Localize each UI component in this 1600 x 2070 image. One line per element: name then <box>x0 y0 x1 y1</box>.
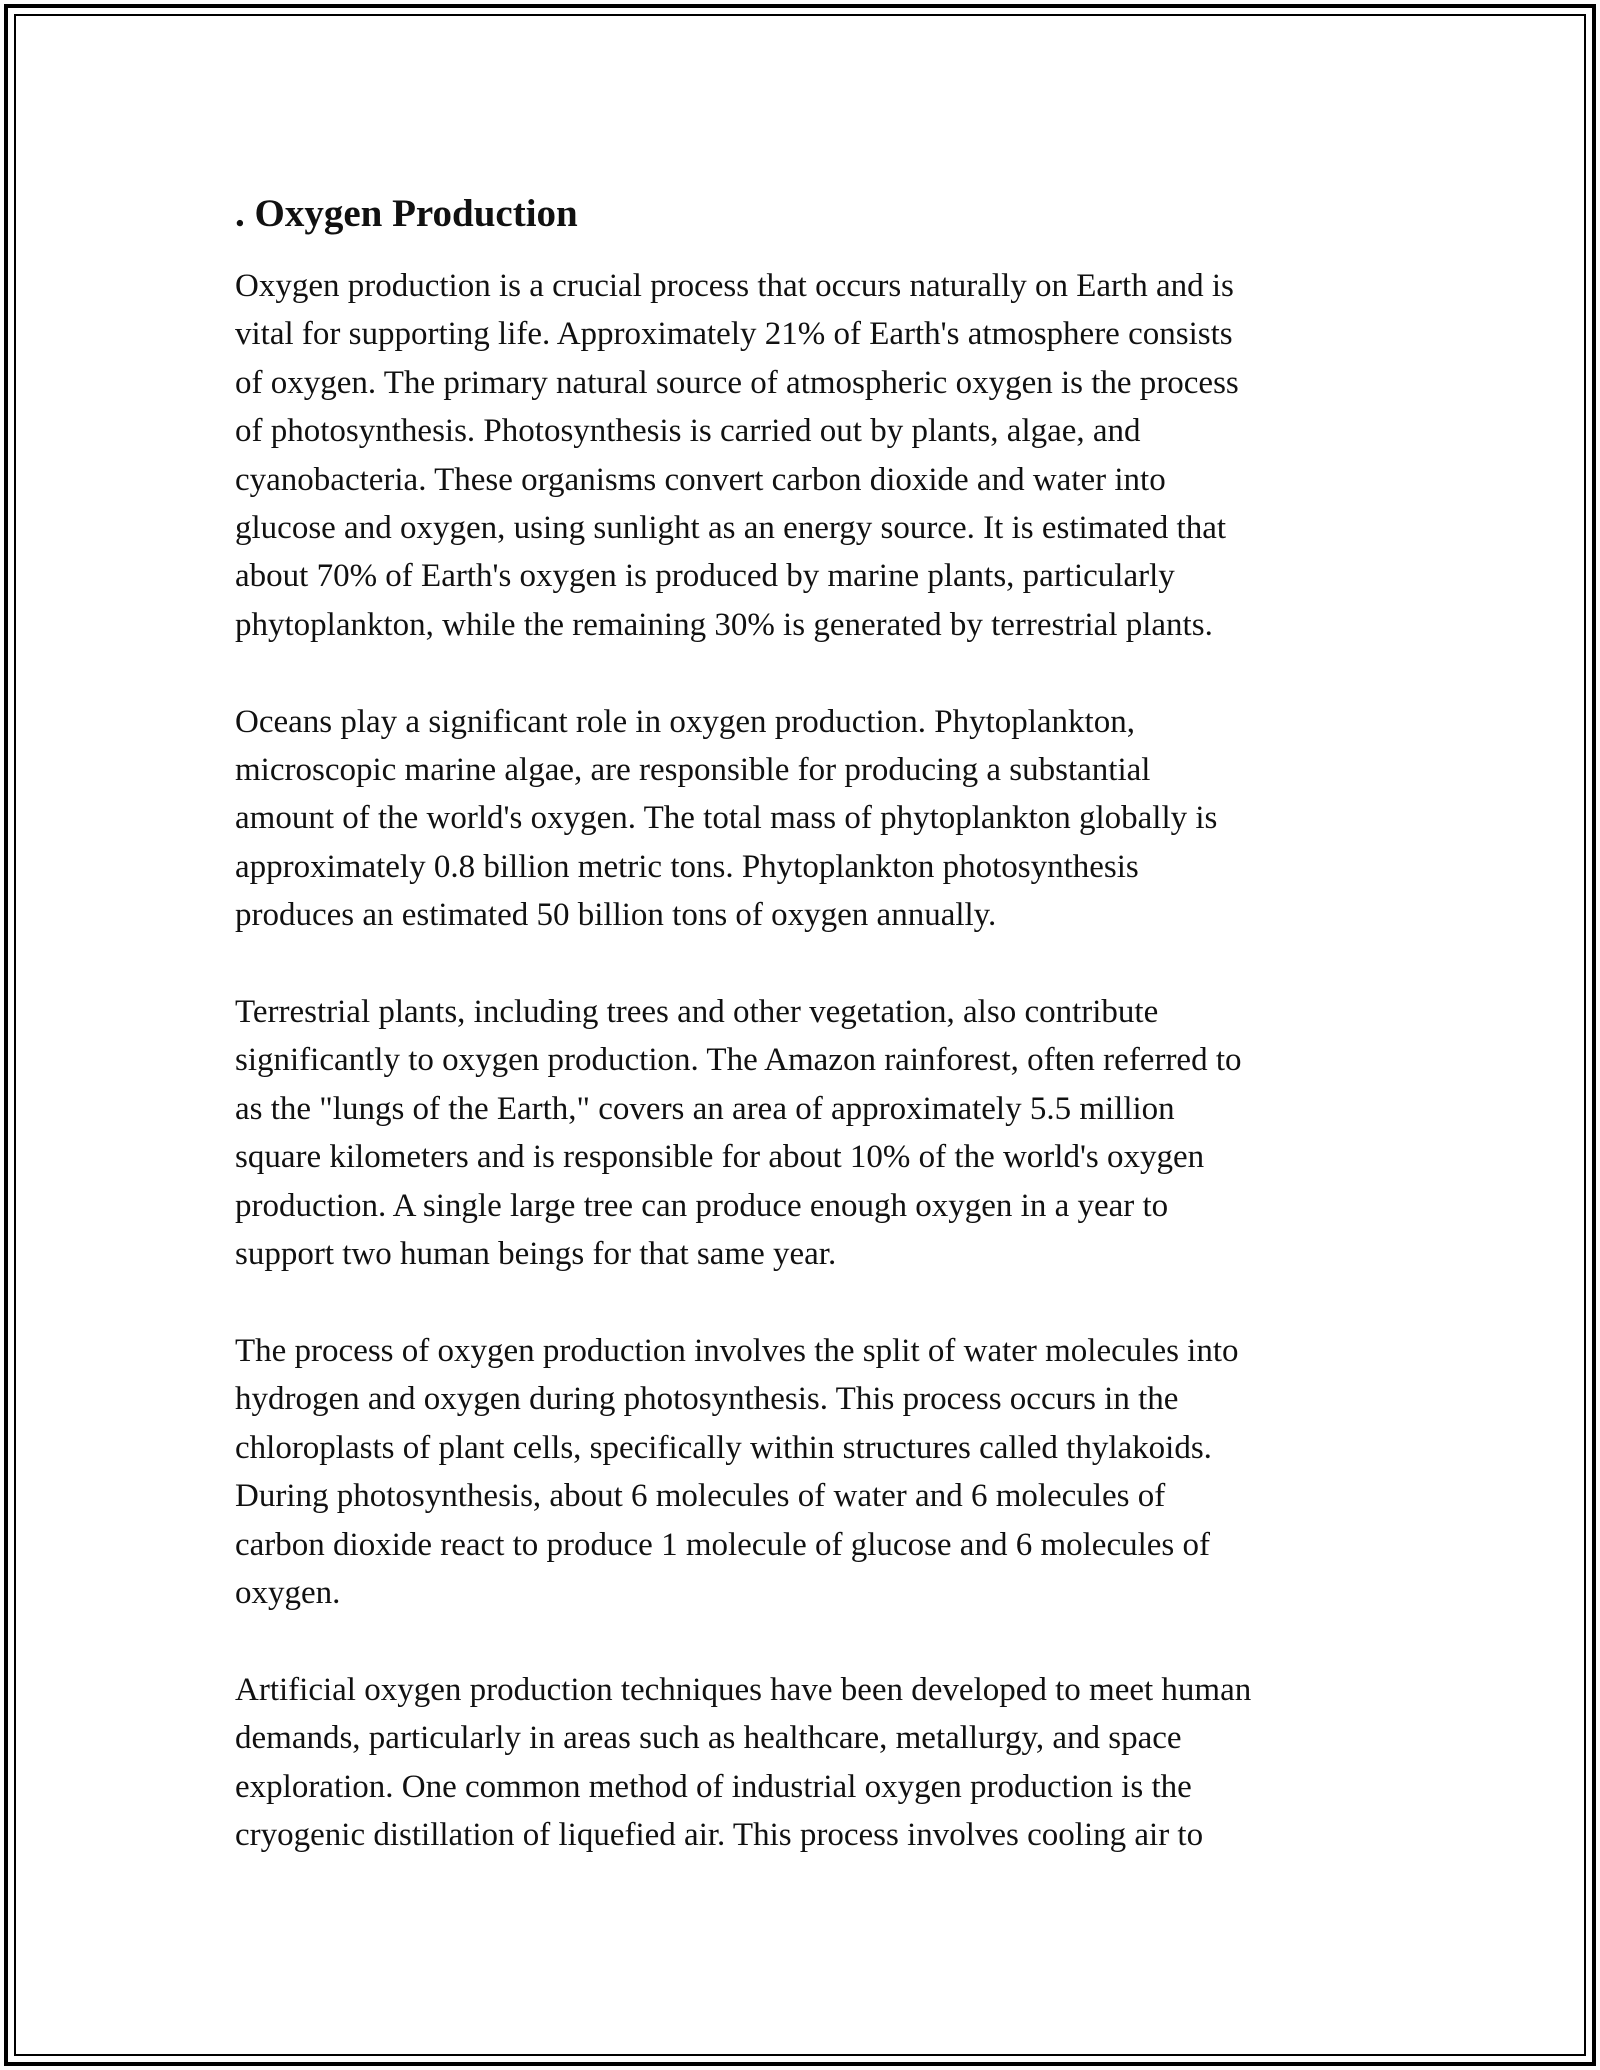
text-line: Terrestrial plants, including trees and other vegetation, also contribute <box>235 994 1159 1031</box>
text-line: hydrogen and oxygen during photosynthesis. This process occurs in the <box>235 1381 1179 1418</box>
text-line: phytoplankton, while the remaining 30% is generated by terrestrial plants. <box>235 606 1213 643</box>
section-title: . Oxygen Production <box>235 192 578 235</box>
paragraph-artificial-production <box>235 1666 1380 1860</box>
text-line: glucose and oxygen, using sunlight as an energy source. It is estimated that <box>235 510 1227 547</box>
paragraph-oceans <box>235 698 1380 940</box>
text-line: support two human beings for that same year. <box>235 1236 837 1273</box>
text-line: produces an estimated 50 billion tons of oxygen annually. <box>235 897 997 934</box>
text-line: demands, particularly in areas such as healthcare, metallurgy, and space <box>235 1720 1182 1757</box>
text-line: carbon dioxide react to produce 1 molecule of glucose and 6 molecules of <box>235 1526 1210 1563</box>
text-line: vital for supporting life. Approximately 21% of Earth's atmosphere consists <box>235 316 1233 353</box>
text-line: cyanobacteria. These organisms convert carbon dioxide and water into <box>235 461 1166 498</box>
paragraph-oxygen-overview <box>235 262 1380 649</box>
text-line: square kilometers and is responsible for about 10% of the world's oxygen <box>235 1139 1205 1176</box>
text-line: During photosynthesis, about 6 molecules of water and 6 molecules of <box>235 1478 1166 1515</box>
text-line: approximately 0.8 billion metric tons. Phytoplankton photosynthesis <box>235 848 1139 885</box>
text-line: microscopic marine algae, are responsible for producing a substantial <box>235 752 1151 789</box>
text-line: of photosynthesis. Photosynthesis is carried out by plants, algae, and <box>235 413 1141 450</box>
text-line: chloroplasts of plant cells, specifically within structures called thylakoids. <box>235 1429 1212 1466</box>
text-line: Artificial oxygen production techniques have been developed to meet human <box>235 1671 1252 1708</box>
paragraph-photosynthesis-process <box>235 1327 1380 1617</box>
text-line: Oceans play a significant role in oxygen production. Phytoplankton, <box>235 703 1135 740</box>
text-line: of oxygen. The primary natural source of atmospheric oxygen is the process <box>235 364 1239 401</box>
text-line: oxygen. <box>235 1574 341 1611</box>
text-line: exploration. One common method of industrial oxygen production is the <box>235 1768 1192 1805</box>
text-line: significantly to oxygen production. The Amazon rainforest, often referred to <box>235 1042 1242 1079</box>
text-line: cryogenic distillation of liquefied air. This process involves cooling air to <box>235 1816 1204 1853</box>
text-line: amount of the world's oxygen. The total mass of phytoplankton globally is <box>235 800 1218 837</box>
text-line: production. A single large tree can produce enough oxygen in a year to <box>235 1187 1169 1224</box>
text-line: The process of oxygen production involves the split of water molecules into <box>235 1332 1239 1369</box>
document-body <box>235 188 1380 1908</box>
paragraph-terrestrial-plants <box>235 988 1380 1278</box>
text-line: about 70% of Earth's oxygen is produced by marine plants, particularly <box>235 558 1175 595</box>
text-line: Oxygen production is a crucial process that occurs naturally on Earth and is <box>235 268 1234 304</box>
text-line: as the "lungs of the Earth," covers an area of approximately 5.5 million <box>235 1090 1175 1127</box>
